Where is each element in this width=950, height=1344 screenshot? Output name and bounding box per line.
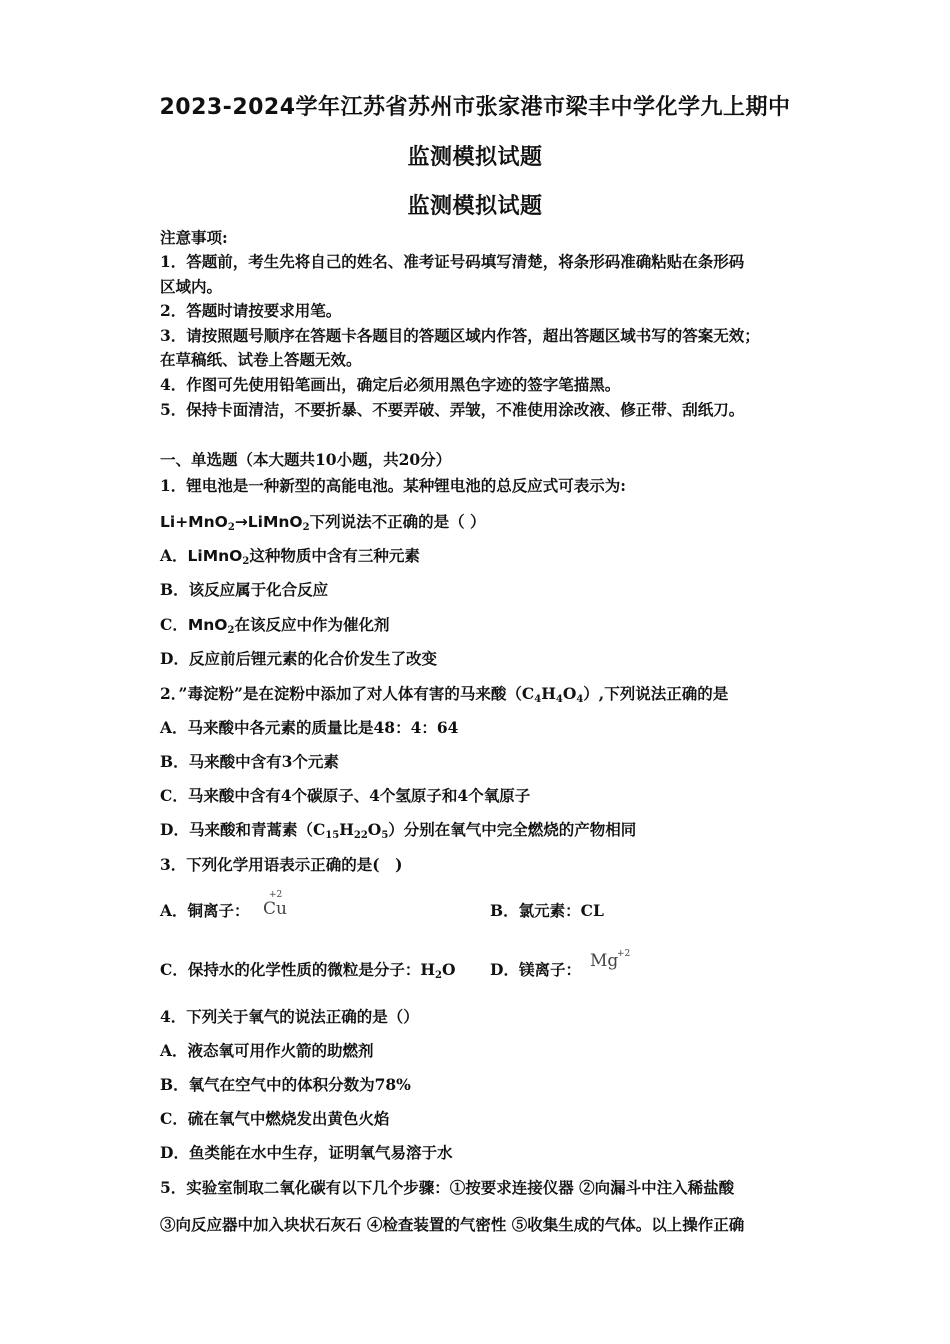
q3-option-d: D．镁离子： — [490, 960, 581, 979]
q4-option-d: D．鱼类能在水中生存，证明氧气易溶于水 — [160, 1143, 453, 1162]
q2-option-b: B．马来酸中含有3个元素 — [160, 752, 339, 771]
notice-line-2: 区域内。 — [160, 277, 223, 296]
q1-stem-line2: Li+MnO$_2$→LiMnO$_2$下列说法不正确的是（ ） — [160, 512, 486, 533]
q3-copper-charge: +2 — [269, 890, 283, 900]
q1-option-a: A．LiMnO$_2$这种物质中含有三种元素 — [160, 546, 420, 567]
q1-question: 下列说法不正确的是（ ） — [309, 512, 486, 531]
q2-stem: 2．”毒淀粉”是在淀粉中添加了对人体有害的马来酸$(C_4H_4O_4)$,下列说法正确的是 — [160, 684, 729, 705]
q4-stem: 4．下列关于氧气的说法正确的是（） — [160, 1007, 419, 1026]
exam-title-line2: 监测模拟试题 — [407, 145, 543, 170]
q1-equation-right: →LiMnO — [234, 513, 303, 531]
q2-option-a: A．马来酸中各元素的质量比是48：4：64 — [160, 718, 459, 737]
notice-line-5: 在草稿纸、试卷上答题无效。 — [160, 350, 362, 369]
notice-line-1: 1．答题前，考生先将自己的姓名、准考证号码填写清楚，将条形码准确粘贴在条形码 — [160, 252, 745, 271]
q3-option-c: C．保持水的化学性质的微粒是分子：$H_2O$ — [160, 960, 456, 981]
notice-line-6: 4．作图可先使用铅笔画出，确定后必须用黑色字迹的签字笔描黑。 — [160, 375, 621, 394]
notice-heading: 注意事项: — [160, 228, 228, 247]
q1-equation-left: Li+MnO — [160, 513, 228, 531]
q4-option-b: B．氧气在空气中的体积分数为78% — [160, 1075, 411, 1094]
q4-option-a: A．液态氧可用作火箭的助燃剂 — [160, 1041, 374, 1060]
exam-title-line3: 监测模拟试题 — [407, 194, 543, 219]
notice-line-3: 2．答题时请按要求用笔。 — [160, 301, 342, 320]
q1-stem-line1: 1．锂电池是一种新型的高能电池。某种锂电池的总反应式可表示为: — [160, 476, 627, 495]
notice-line-4: 3．请按照题号顺序在答题卡各题目的答题区域内作答，超出答题区域书写的答案无效； — [160, 326, 760, 345]
q2-option-c: C．马来酸中含有4个碳原子、4个氢原子和4个氧原子 — [160, 786, 531, 805]
q3-magnesium-symbol: Mg — [590, 951, 619, 971]
q3-option-b: B．氯元素：CL — [490, 901, 604, 920]
q5-line-2: ③向反应器中加入块状石灰石 ④检查装置的气密性 ⑤收集生成的气体。以上操作正确 — [160, 1215, 745, 1234]
section-heading: 一、单选题（本大题共10小题，共20分） — [160, 450, 452, 469]
q3-stem: 3．下列化学用语表示正确的是( ) — [160, 855, 403, 874]
q2-option-d: D．马来酸和青蒿素$(C_{15}H_{22}O_5)$分别在氧气中完全燃烧的产物相同 — [160, 820, 637, 841]
q1-option-b: B．该反应属于化合反应 — [160, 580, 329, 599]
q3-option-a: A．铜离子： — [160, 901, 250, 920]
notice-line-7: 5．保持卡面清洁，不要折暴、不要弄破、弄皱，不准使用涂改液、修正带、刮纸刀。 — [160, 400, 745, 419]
q1-option-d: D．反应前后锂元素的化合价发生了改变 — [160, 649, 437, 668]
q1-option-c: C．MnO$_2$在该反应中作为催化剂 — [160, 615, 390, 636]
q5-line-1: 5．实验室制取二氧化碳有以下几个步骤：①按要求连接仪器 ②向漏斗中注入稀盐酸 — [160, 1178, 735, 1197]
exam-title-line1: 2023-2024学年江苏省苏州市张家港市梁丰中学化学九上期中 — [159, 95, 791, 120]
q4-option-c: C．硫在氧气中燃烧发出黄色火焰 — [160, 1109, 390, 1128]
q3-magnesium-charge: +2 — [617, 949, 631, 959]
q3-copper-symbol: Cu — [263, 899, 287, 919]
